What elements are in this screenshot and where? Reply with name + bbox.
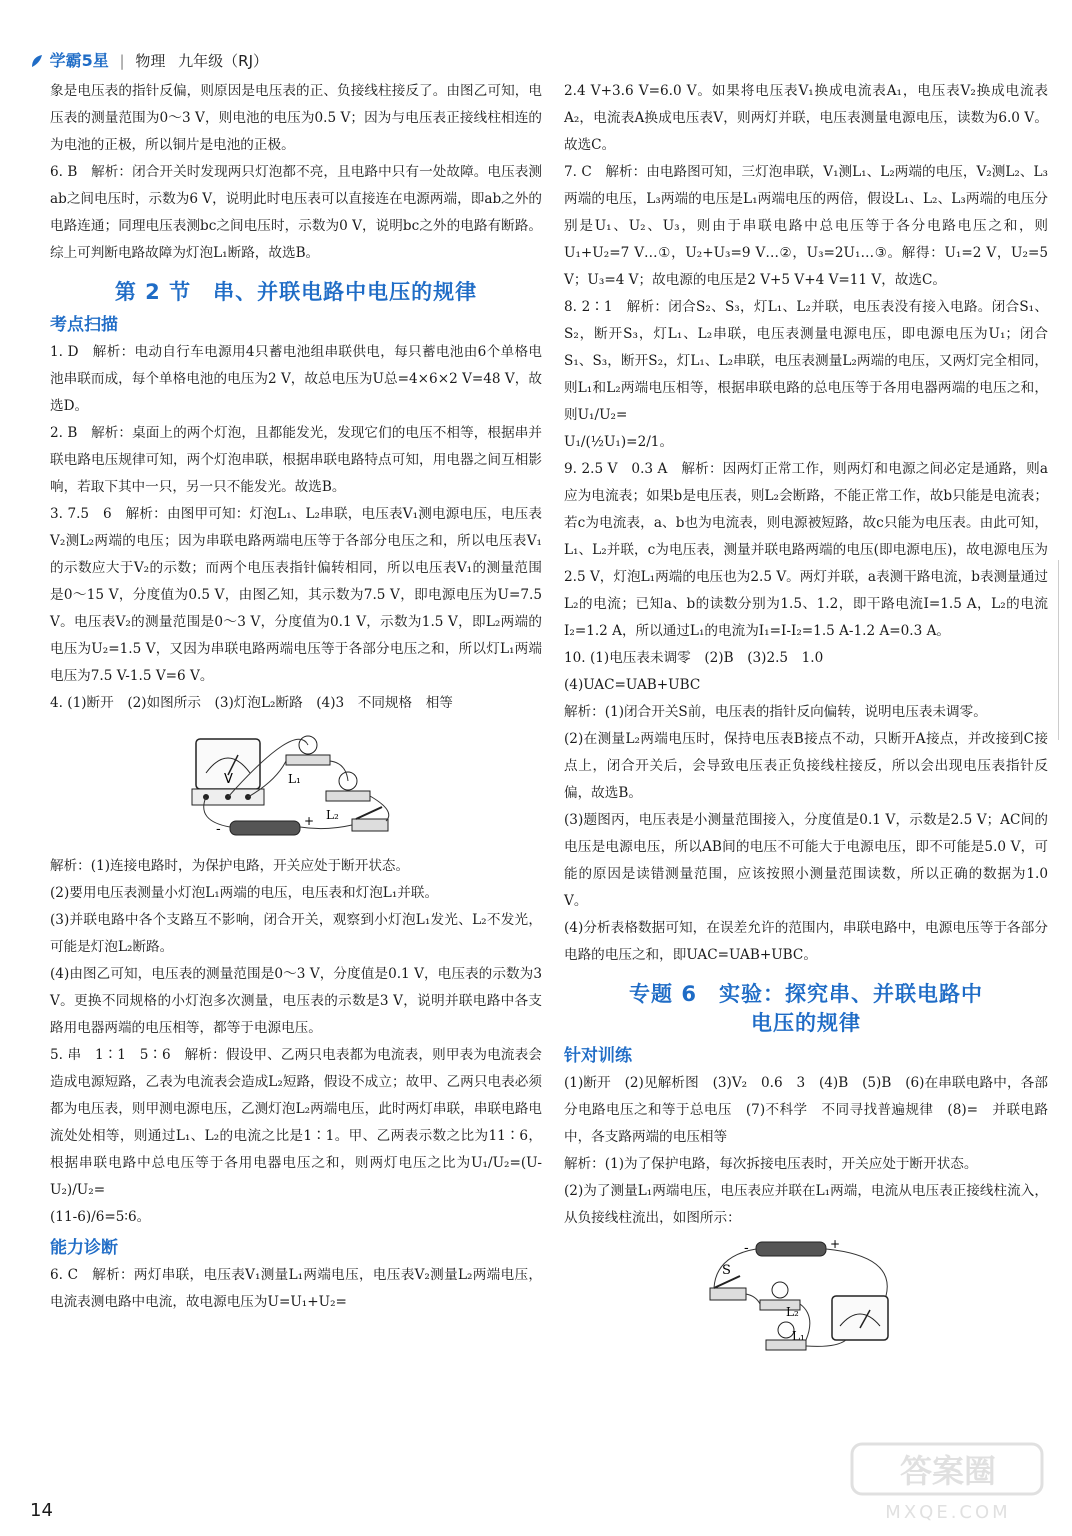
- header-grade: 九年级（RJ）: [178, 52, 268, 70]
- lamp-l1-label: L₁: [288, 772, 301, 786]
- answer-10-explain-2: (2)在测量L₂两端电压时，保持电压表B接点不动，只断开A接点，并改接到C接点上，闭合开关后，会导致电压表正负接线柱接反，所以会出现电压表指针反偏，故选B。: [564, 731, 1048, 801]
- battery-plus-label: +: [304, 814, 315, 828]
- answer-7: 7. C 解析：由电路图可知，三灯泡串联，V₁测L₁、L₂两端的电压，V₂测L₂、L₃两端的电压，L₃两端的电压是L₁两端电压的两倍，假设L₁、L₂、L₃两端的电压分别是U₁、U₂、U₃，则由于串联电路中总电压等于各分电路电压之和，则U₁+U₂=7 V…①，U₂+U₃=9 V…②，U₃=2U₁…③。解得：U₁=2 V，U₂=5 V；U₃=4 V；故电源的电压是2 V+5 V+4 V=11 V，故选C。: [564, 164, 1048, 288]
- switch-label: S: [722, 1263, 731, 1278]
- answer-4-explain-1: 解析：(1)连接电路时，为保护电路，开关应处于断开状态。: [50, 858, 410, 874]
- header-subject: 物理: [135, 52, 166, 70]
- voltmeter-circuit-diagram: [176, 721, 416, 849]
- left-column: [50, 78, 542, 1316]
- answer-9: 9. 2.5 V 0.3 A 解析：因两灯正常工作，则两灯和电源之间必定是通路，则a应为电流表；如果b是电压表，则L₂会断路，不能正常工作，故b只能是电流表；若c为电流表，a、b也为电流表，则电源被短路，故c只能为电压表。由此可知，L₁、L₂并联，c为电压表，测量并联电路两端的电压(即电源电压)，故电源电压为2.5 V，灯泡L₁两端的电压也为2.5 V。两灯并联，a表测干路电流，b表测量通过L₂的电流；已知a、b的读数分别为1.5、1.2，即干路电流I=1.5 A，L₂的电流I₂=1.2 A，所以通过L₁的电流为I₁=I-I₂=1.5 A-1.2 A=0.3 A。: [564, 461, 1048, 639]
- answer-4-explain-3: (3)并联电路中各个支路互不影响，闭合开关，观察到小灯泡L₁发光、L₂不发光，可能是灯泡L₂断路。: [50, 912, 542, 955]
- training-answers: (1)断开 (2)见解析图 (3)V₂ 0.6 3 (4)B (5)B (6)在串联电路中，各部分电路电压之和等于总电压 (7)不科学 不同寻找普遍规律 (8)= 并联电路中，各支路两端的电压相等: [564, 1075, 1048, 1145]
- answer-10: 10. (1)电压表未调零 (2)B (3)2.5 1.0: [564, 650, 824, 666]
- page-number: 14: [30, 1500, 53, 1521]
- answer-4-explain-2: (2)要用电压表测量小灯泡L₁两端的电压，电压表和灯泡L₁并联。: [50, 885, 439, 901]
- watermark-logo: [848, 1440, 1048, 1526]
- circuit-figure-1: [50, 721, 542, 849]
- training-explain-2: (2)为了测量L₁两端电压，电压表应并联在L₁两端，电流从电压表正接线柱流入，从负接线柱流出，如图所示：: [564, 1183, 1048, 1226]
- voltmeter-label: V: [224, 772, 233, 787]
- answer-3: 3. 7.5 6 解析：由图甲可知：灯泡L₁、L₂串联，电压表V₁测电源电压，电压表V₂测L₂两端的电压；因为串联电路两端电压等于各部分电压之和，所以电压表V₁的示数应大于V₂的示数；而两个电压表指针偏转相同，所以电压表V₁的测量范围是0～15 V，分度值为0.5 V，由图乙知，其示数为7.5 V，即电源电压为U=7.5 V。电压表V₂的测量范围是0～3 V，分度值为0.1 V，示数为1.5 V，即L₂两端的电压为U₂=1.5 V，又因为串联电路两端电压等于各部分电压之和，所以灯L₁两端电压为7.5 V-1.5 V=6 V。: [50, 506, 542, 684]
- answer-4-explain-4: (4)由图乙可知，电压表的测量范围是0～3 V，分度值是0.1 V，电压表的示数为3 V。更换不同规格的小灯泡多次测量，电压表的示数是3 V，说明并联电路中各支路用电器两端的电压相等，都等于电源电压。: [50, 966, 542, 1036]
- circuit-figure-2: [564, 1236, 1048, 1356]
- answer-1: 1. D 解析：电动自行车电源用4只蓄电池组串联供电，每只蓄电池由6个单格电池串联而成，每个单格电池的电压为2 V，故总电压为U总=4×6×2 V=48 V，故选D。: [50, 344, 542, 414]
- watermark-image: [848, 1440, 1048, 1526]
- svg-text:答案圈: 答案圈: [899, 1452, 997, 1490]
- battery-plus-label-2: +: [830, 1237, 841, 1251]
- paragraph: 象是电压表的指针反偏，则原因是电压表的正、负接线柱接反了。由图乙可知，电压表的测量范围为0～3 V，则电池的电压为0.5 V；因为与电压表正接线柱相连的为电池的正极，所以铜片是电池的正极。: [50, 83, 542, 153]
- answer-10-explain-1: 解析：(1)闭合开关S前，电压表的指针反向偏转，说明电压表未调零。: [564, 704, 987, 720]
- series-circuit-diagram: [696, 1236, 916, 1356]
- answer-8-fraction: U₁/(½U₁)=2/1。: [564, 434, 674, 450]
- svg-text:MXQE.COM: MXQE.COM: [885, 1502, 1011, 1523]
- brand-logo: [30, 48, 109, 71]
- subheading-zhendui: 针对训练: [564, 1046, 632, 1066]
- column-edge-rule: [1058, 560, 1059, 740]
- topic-title-line-2: 电压的规律: [751, 1011, 861, 1035]
- leaf-icon: [30, 53, 44, 69]
- battery-minus-label-2: -: [744, 1241, 749, 1256]
- lamp-l2-label: L₂: [326, 808, 339, 822]
- section-title: 第 2 节 串、并联电路中电压的规律: [114, 280, 478, 304]
- training-explain-1: 解析：(1)为了保护电路，每次拆接电压表时，开关应处于断开状态。: [564, 1156, 978, 1172]
- brand-name: 学霸5星: [49, 51, 109, 70]
- answer-4: 4. (1)断开 (2)如图所示 (3)灯泡L₂断路 (4)3 不同规格 相等: [50, 695, 453, 711]
- right-column: [564, 78, 1048, 1360]
- lamp-l2-label-2: L₂: [786, 1305, 799, 1319]
- answer-6-continued: 2.4 V+3.6 V=6.0 V。如果将电压表V₁换成电流表A₁，电压表V₂换成电流表A₂，电流表A换成电压表V，则两灯并联，电压表测量电源电压，读数为6.0 V。故选C。: [564, 83, 1048, 153]
- lamp-l1-label-2: L₁: [792, 1329, 805, 1343]
- subheading-nengli: 能力诊断: [50, 1238, 118, 1258]
- answer-6: 6. B 解析：闭合开关时发现两只灯泡都不亮，且电路中只有一处故障。电压表测ab之间电压时，示数为6 V，说明此时电压表可以直接连在电源两端，即ab之外的电路连通；同理电压表测bc之间电压时，示数为0 V，说明bc之外的电路有断路。综上可判断电路故障为灯泡L₁断路，故选B。: [50, 164, 542, 261]
- battery-minus-label: -: [216, 822, 221, 837]
- answer-5-fraction: (11-6)/6=5∶6。: [50, 1209, 151, 1225]
- topic-title-line-1: 专题 6 实验：探究串、并联电路中: [629, 982, 983, 1006]
- answer-8: 8. 2∶1 解析：闭合S₂、S₃，灯L₁、L₂并联，电压表没有接入电路。闭合S₁、S₂，断开S₃，灯L₁、L₂串联，电压表测量电源电压，即电源电压为U₁；闭合S₁、S₃，断开S₂，灯L₁、L₂串联，电压表测量L₂两端的电压，又两灯完全相同，则L₁和L₂两端电压相等，根据串联电路的总电压等于各用电器两端的电压之和，则U₁/U₂=: [564, 299, 1048, 423]
- subheading-kaodian: 考点扫描: [50, 315, 118, 335]
- page-header: [30, 48, 1050, 74]
- answer-2: 2. B 解析：桌面上的两个灯泡，且都能发光，发现它们的电压不相等，根据串并联电路电压规律可知，两个灯泡串联，根据串联电路特点可知，用电器之间互相影响，若取下其中一只，另一只不能发光。故选B。: [50, 425, 542, 495]
- answer-10-explain-4: (4)分析表格数据可知，在误差允许的范围内，串联电路中，电源电压等于各部分电路的电压之和，即UAC=UAB+UBC。: [564, 920, 1048, 963]
- answer-6-c: 6. C 解析：两灯串联，电压表V₁测量L₁两端电压，电压表V₂测量L₂两端电压，电流表测电路中电流，故电源电压为U=U₁+U₂=: [50, 1267, 542, 1310]
- header-divider: |: [119, 52, 125, 70]
- answer-5: 5. 串 1∶1 5∶6 解析：假设甲、乙两只电表都为电流表，则甲表为电流表会造成电源短路，乙表为电流表会造成L₂短路，假设不成立；故甲、乙两只电表必须都为电压表，则甲测电源电压，乙测灯泡L₂两端电压，此时两灯串联，串联电路电流处处相等，则通过L₁、L₂的电流之比是1∶1。甲、乙两表示数之比为11∶6，根据串联电路中总电压等于各用电器电压之和，则两灯电压之比为U₁/U₂=(U-U₂)/U₂=: [50, 1047, 542, 1198]
- answer-10-explain-3: (3)题图丙，电压表是小测量范围接入，分度值是0.1 V，示数是2.5 V；AC间的电压是电源电压，所以AB间的电压不可能大于电源电压，即不可能是5.0 V，可能的原因是读错测量范围，应该按照小测量范围读数，所以正确的数据为1.0 V。: [564, 812, 1048, 909]
- answer-10-formula: (4)UAC=UAB+UBC: [564, 677, 701, 693]
